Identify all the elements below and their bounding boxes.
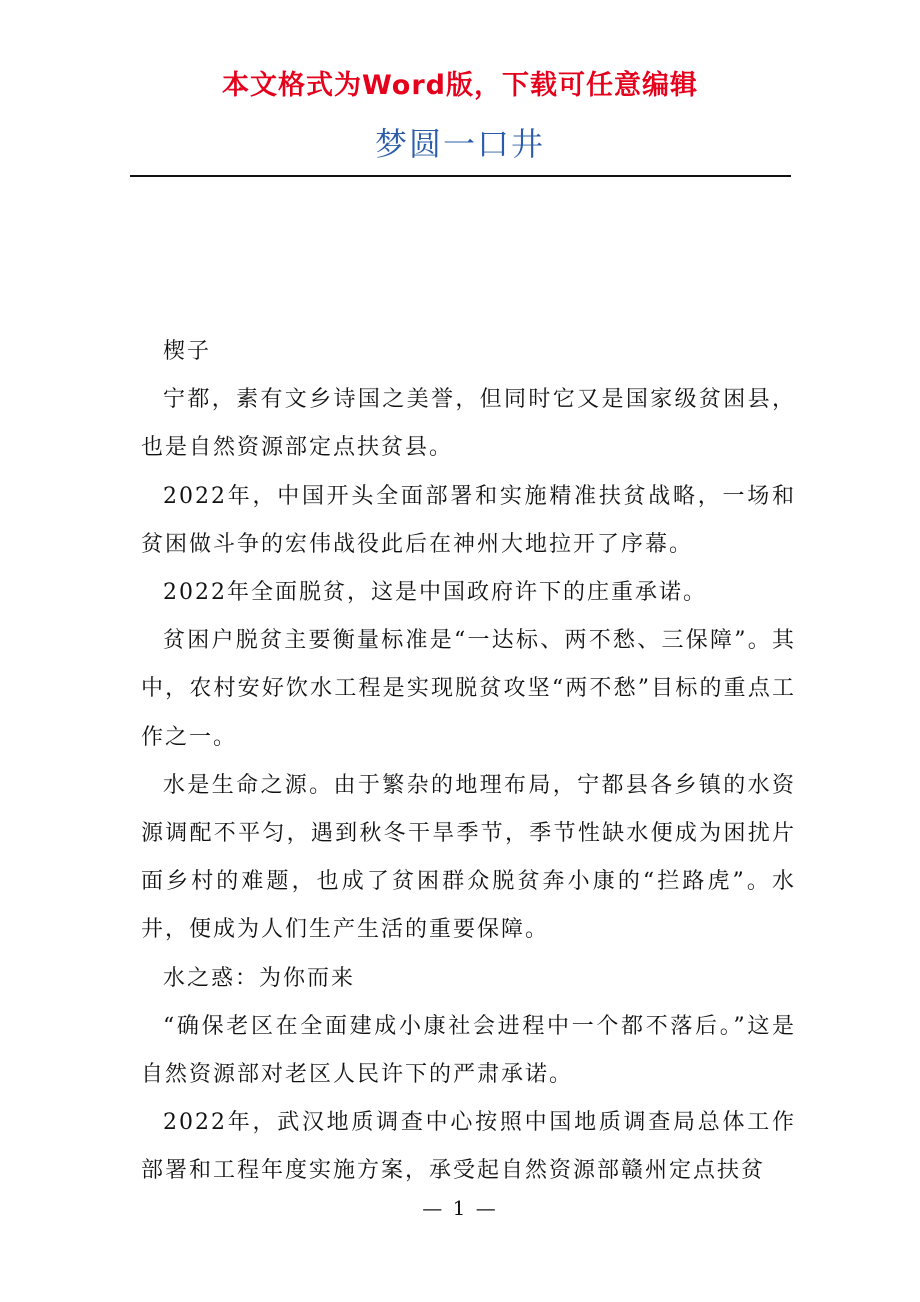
paragraph: 2022年全面脱贫，这是中国政府许下的庄重承诺。 xyxy=(163,580,707,606)
document-body xyxy=(141,328,796,1196)
paragraph: 宁都，素有文乡诗国之美誉，但同时它又是国家级贫困县，也是自然资源部定点扶贫县。 xyxy=(141,387,796,461)
document-title: 梦圆一口井 xyxy=(374,125,545,163)
paragraph: 贫困户脱贫主要衡量标准是“一达标、两不愁、三保障”。其中，农村安好饮水工程是实现脱贫攻坚“两不愁”目标的重点工作之一。 xyxy=(141,628,796,750)
paragraph: 2022年，中国开头全面部署和实施精准扶贫战略，一场和贫困做斗争的宏伟战役此后在神州大地拉开了序幕。 xyxy=(141,483,796,557)
download-notice: 本文格式为Word版，下载可任意编辑 xyxy=(221,70,698,101)
page-number: — 1 — xyxy=(422,1196,498,1220)
header-divider xyxy=(130,175,791,177)
paragraph: 2022年，武汉地质调查中心按照中国地质调查局总体工作部署和工程年度实施方案，承受起自然资源部赣州定点扶贫 xyxy=(141,1110,796,1184)
section-heading: 水之惑：为你而来 xyxy=(163,965,356,991)
paragraph: 水是生命之源。由于繁杂的地理布局，宁都县各乡镇的水资源调配不平匀，遇到秋冬干旱季节，季节性缺水便成为困扰片面乡村的难题，也成了贫困群众脱贫奔小康的“拦路虎”。水井，便成为人们生产生活的重要保障。 xyxy=(141,772,796,943)
paragraph-prologue-heading: 楔子 xyxy=(163,339,212,364)
paragraph: “确保老区在全面建成小康社会进程中一个都不落后。”这是自然资源部对老区人民许下的严肃承诺。 xyxy=(141,1013,796,1088)
